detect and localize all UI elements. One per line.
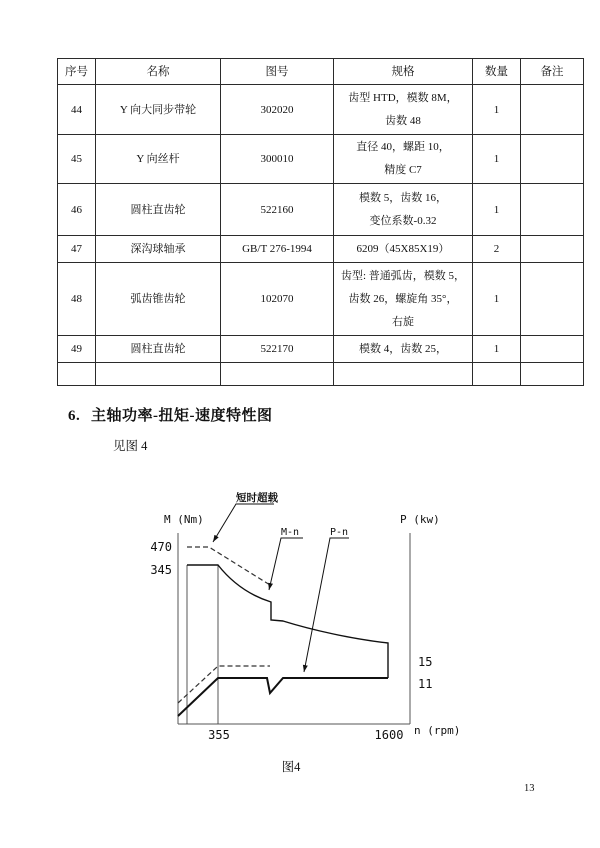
cell-qty: 1: [473, 135, 521, 184]
tick-15: 15: [418, 655, 433, 669]
cell-name: Y 向丝杆: [96, 135, 221, 184]
cell-name: Y 向大同步带轮: [96, 85, 221, 135]
cell-drawing: 300010: [221, 135, 334, 184]
spec-line: 直径 40，螺距 10，: [356, 141, 450, 153]
spec-line: 右旋: [392, 315, 414, 328]
cell-name: 弧齿锥齿轮: [96, 263, 221, 336]
header-drawing: 图号: [221, 59, 334, 85]
cell-drawing: GB/T 276-1994: [221, 236, 334, 263]
cell-drawing: 522160: [221, 184, 334, 236]
cell-drawing: 102070: [221, 263, 334, 336]
torque-label-leader-arrow: [269, 538, 303, 590]
spec-line: 模数 5，齿数 16，: [359, 191, 447, 204]
spec-line: 齿型: 普通弧齿，模数 5，: [340, 269, 466, 282]
tick-470: 470: [150, 540, 172, 554]
cell-no: 46: [58, 184, 96, 236]
power-curve-annotation: P-n: [330, 527, 349, 538]
cell-name: 圆柱直齿轮: [96, 184, 221, 236]
cell-qty: 1: [473, 184, 521, 236]
power-label-leader-arrow: [304, 538, 349, 672]
cell-no: 49: [58, 336, 96, 363]
cell-no: 45: [58, 135, 96, 184]
overload-leader-arrow: [213, 504, 274, 542]
see-figure-note: 见图 4: [113, 439, 148, 453]
tick-355: 355: [208, 728, 230, 742]
tick-345: 345: [150, 563, 172, 577]
cell-qty: 2: [473, 236, 521, 263]
cell-drawing: 302020: [221, 85, 334, 135]
torque-curve-annotation: M-n: [281, 527, 300, 538]
section-title: 主轴功率-扭矩-速度特性图: [91, 408, 273, 424]
spec-line: 变位系数-0.32: [369, 214, 437, 227]
header-name: 名称: [96, 59, 221, 85]
power-overload-dashed-curve: [178, 666, 270, 703]
spec-line: 齿数 48: [385, 114, 421, 127]
cell-name: 圆柱直齿轮: [96, 336, 221, 363]
cell-no: 44: [58, 85, 96, 135]
cell-qty: 1: [473, 85, 521, 135]
torque-curve: [187, 565, 388, 678]
cell-name: 深沟球轴承: [96, 236, 221, 263]
header-qty: 数量: [473, 59, 521, 85]
cell-qty: 1: [473, 263, 521, 336]
header-no: 序号: [58, 59, 96, 85]
figure-caption: 图4: [281, 760, 301, 774]
left-axis-title: M (Nm): [164, 513, 204, 526]
cell-no: 48: [58, 263, 96, 336]
right-axis-title: P (kw): [400, 513, 440, 526]
spec-line: 齿型 HTD，模数 8M，: [348, 91, 458, 104]
spec-line: 模数 4，齿数 25，: [359, 342, 447, 355]
cell-qty: 1: [473, 336, 521, 363]
cell-drawing: 522170: [221, 336, 334, 363]
spec-line: 精度 C7: [384, 164, 422, 176]
tick-11: 11: [418, 677, 433, 691]
spec-line: 齿数 26，螺旋角 35°，: [348, 292, 458, 305]
header-note: 备注: [521, 59, 584, 85]
cell-no: 47: [58, 236, 96, 263]
x-axis-title: n (rpm): [414, 724, 461, 737]
header-spec: 规格: [334, 59, 473, 85]
tick-1600: 1600: [374, 728, 404, 742]
torque-overload-dashed-curve: [187, 547, 270, 585]
power-curve: [178, 678, 388, 716]
overload-annotation: 短时超载: [236, 493, 278, 504]
spec-line: 6209（45X85X19）: [356, 242, 450, 255]
page-number: 13: [524, 783, 535, 794]
section-number: 6.: [68, 408, 81, 424]
